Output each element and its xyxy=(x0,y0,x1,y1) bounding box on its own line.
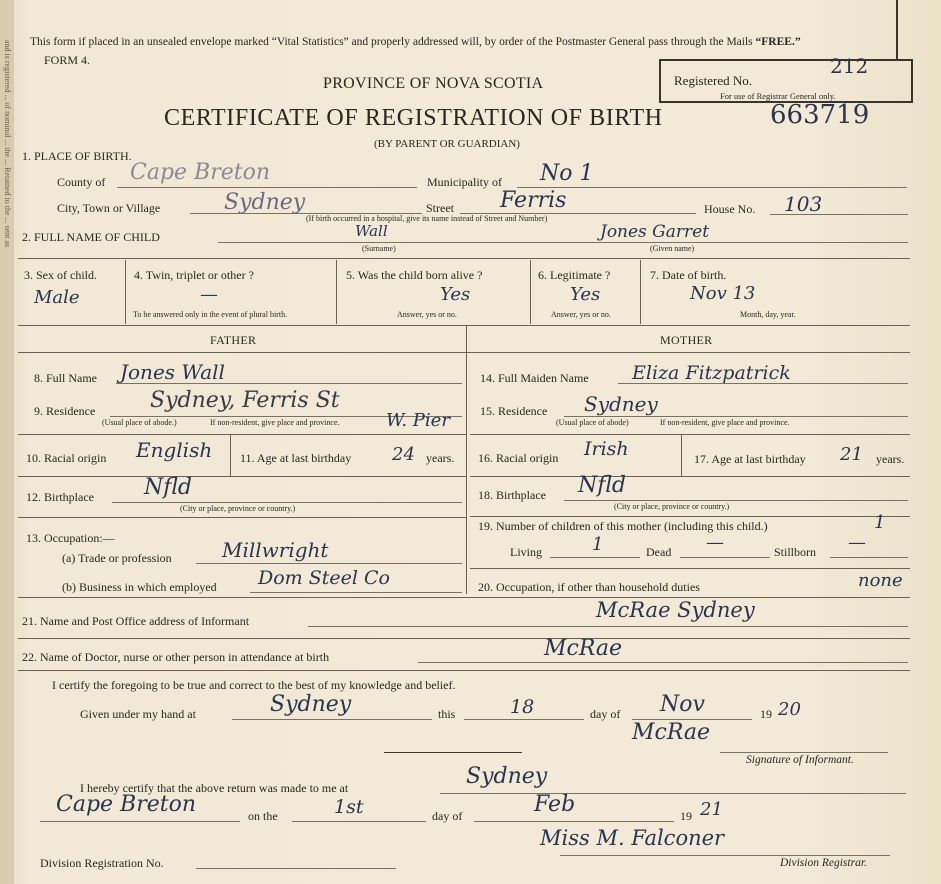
separator-line xyxy=(384,752,522,753)
given-under-label: Given under my hand at xyxy=(80,707,196,721)
right-edge-mark xyxy=(896,0,898,60)
twin-label: 4. Twin, triplet or other ? xyxy=(134,268,254,282)
father-trade-line xyxy=(196,563,462,564)
alive-label: 5. Was the child born alive ? xyxy=(346,268,483,282)
registrar-year-prefix: 19 xyxy=(680,809,692,823)
alive-note: Answer, yes or no. xyxy=(397,310,457,319)
row3-top-border xyxy=(18,258,910,259)
dead-value: — xyxy=(706,532,724,553)
mother-residence-label: 15. Residence xyxy=(480,404,548,418)
mother-birthplace-note: (City or place, province or country.) xyxy=(614,502,730,511)
child-surname: Wall xyxy=(355,222,388,240)
given-caption: (Given name) xyxy=(650,244,695,253)
father-racial-value: English xyxy=(136,438,213,462)
alive-value: Yes xyxy=(440,284,471,305)
mother-children-value: 1 xyxy=(874,512,886,533)
informant-signature-caption: Signature of Informant. xyxy=(746,754,854,766)
living-value: 1 xyxy=(592,534,604,555)
county-line xyxy=(117,187,417,188)
mother-birthplace-line xyxy=(564,500,908,501)
father-age-value: 24 xyxy=(392,444,415,465)
father-row-border-3 xyxy=(18,517,466,518)
mother-age-unit: years. xyxy=(876,452,905,466)
house-value: 103 xyxy=(784,192,823,216)
child-name-line xyxy=(218,242,908,243)
informant-signature: McRae xyxy=(632,720,711,745)
mother-occupation-value: none xyxy=(858,570,903,591)
stillborn-label: Stillborn xyxy=(774,545,817,559)
father-name-value: Jones Wall xyxy=(120,360,225,384)
registrar-county-value: Cape Breton xyxy=(56,792,197,817)
legitimate-label: 6. Legitimate ? xyxy=(538,268,611,282)
mother-age-label: 17. Age at last birthday xyxy=(694,452,806,466)
mother-row-border-4 xyxy=(470,568,910,569)
page-edge xyxy=(0,0,14,884)
edge-text: and is registered ... of nominal ... the ... Retained to the ... sent as xyxy=(3,40,12,248)
father-age-label: 11. Age at last birthday xyxy=(240,451,352,465)
doctor-top-border xyxy=(18,638,910,639)
father-row-border-1 xyxy=(18,434,466,435)
father-residence-note1: (Usual place of abode.) xyxy=(102,418,177,427)
father-name-label: 8. Full Name xyxy=(34,371,97,385)
certify-statement: I certify the foregoing to be true and correct to the best of my knowledge and belief. xyxy=(52,678,456,692)
certificate-subtitle: (BY PARENT OR GUARDIAN) xyxy=(374,138,520,150)
father-birthplace-line xyxy=(112,502,462,503)
mother-maiden-value: Eliza Fitzpatrick xyxy=(632,362,791,384)
father-birthplace-label: 12. Birthplace xyxy=(26,490,94,504)
certify-top-border xyxy=(18,670,910,671)
father-age-unit: years. xyxy=(426,451,455,465)
living-line xyxy=(550,557,640,558)
street-label: Street xyxy=(426,201,454,215)
parents-center-divider xyxy=(466,326,467,594)
registrar-day-line xyxy=(292,821,426,822)
certify-year-value: 20 xyxy=(778,699,801,720)
mother-maiden-label: 14. Full Maiden Name xyxy=(480,371,589,385)
twin-note: To be answered only in the event of plural birth. xyxy=(133,310,288,319)
registered-label: Registered No. xyxy=(674,73,752,88)
legitimate-value: Yes xyxy=(570,284,601,305)
certify-month-value: Nov xyxy=(660,692,705,717)
municipality-line xyxy=(517,187,907,188)
city-value: Sydney xyxy=(224,190,306,215)
dead-label: Dead xyxy=(646,545,672,559)
row3-bottom-border xyxy=(18,325,910,326)
registrar-dayof-label: day of xyxy=(432,809,463,823)
registered-note: For use of Registrar General only. xyxy=(720,91,836,101)
father-trade-label: (a) Trade or profession xyxy=(62,551,172,565)
stillborn-value: — xyxy=(848,532,866,553)
father-residence-value: Sydney, Ferris St xyxy=(150,388,340,413)
mother-birthplace-label: 18. Birthplace xyxy=(478,488,546,502)
stillborn-line xyxy=(830,557,908,558)
parents-header-border xyxy=(18,352,910,353)
mother-occupation-label: 20. Occupation, if other than household duties xyxy=(478,580,700,594)
informant-line xyxy=(308,626,908,627)
father-occupation-label: 13. Occupation:— xyxy=(26,531,115,545)
father-row-border-2 xyxy=(18,476,466,477)
registrar-statement: I hereby certify that the above return was made to me at xyxy=(80,781,349,795)
sex-value: Male xyxy=(34,287,80,308)
municipality-label: Municipality of xyxy=(427,175,502,189)
mother-residence-line xyxy=(564,416,908,417)
legitimate-note: Answer, yes or no. xyxy=(551,310,611,319)
father-business-line xyxy=(250,592,462,593)
registrar-month-line xyxy=(474,821,674,822)
father-heading: FATHER xyxy=(210,333,257,347)
father-business-label: (b) Business in which employed xyxy=(62,580,217,594)
row3-divider-2 xyxy=(336,260,337,324)
doctor-label: 22. Name of Doctor, nurse or other person in attendance at birth xyxy=(22,650,330,664)
registrar-caption: Division Registrar. xyxy=(780,857,867,869)
registrar-signature: Miss M. Falconer xyxy=(540,826,725,850)
province-heading: PROVINCE OF NOVA SCOTIA xyxy=(323,75,544,92)
dead-line xyxy=(680,557,770,558)
certificate-number: 663719 xyxy=(770,100,870,130)
twin-value: — xyxy=(200,284,218,305)
row3-divider-4 xyxy=(640,260,641,324)
postal-notice: This form if placed in an unsealed envelope marked “Vital Statistics” and properly addressed will, by order of the Postmaster General pass through the Mails “FREE.” xyxy=(30,36,801,48)
doctor-line xyxy=(418,662,908,663)
surname-caption: (Surname) xyxy=(362,244,396,253)
county-value: Cape Breton xyxy=(130,160,271,185)
municipality-value: No 1 xyxy=(540,161,594,186)
street-value: Ferris xyxy=(500,188,567,213)
this-label: this xyxy=(438,707,456,721)
father-trade-value: Millwright xyxy=(222,538,329,562)
mother-row-border-2 xyxy=(470,476,910,477)
mother-racial-divider xyxy=(681,434,682,476)
certify-year-prefix: 19 xyxy=(760,707,772,721)
birth-date-label: 7. Date of birth. xyxy=(650,268,727,282)
mother-row-border-1 xyxy=(470,434,910,435)
birth-date-note: Month, day, year. xyxy=(740,310,796,319)
informant-top-border xyxy=(18,597,910,598)
sex-label: 3. Sex of child. xyxy=(24,268,97,282)
father-birthplace-value: Nfld xyxy=(144,475,193,500)
given-place-value: Sydney xyxy=(270,692,352,717)
county-label: County of xyxy=(57,175,106,189)
division-registration-label: Division Registration No. xyxy=(40,856,164,870)
mother-racial-value: Irish xyxy=(584,438,629,460)
child-given-name: Jones Garret xyxy=(600,222,710,242)
certificate-title: CERTIFICATE OF REGISTRATION OF BIRTH xyxy=(164,105,663,131)
mother-children-label: 19. Number of children of this mother (including this child.) xyxy=(478,519,768,533)
mother-age-value: 21 xyxy=(840,444,863,465)
registrar-place-line xyxy=(440,793,906,794)
dayof-label: day of xyxy=(590,707,621,721)
registrar-place-value: Sydney xyxy=(466,764,548,789)
mother-birthplace-value: Nfld xyxy=(578,473,627,498)
registrar-county-line xyxy=(40,821,240,822)
living-label: Living xyxy=(510,545,542,559)
on-the-label: on the xyxy=(248,809,278,823)
mother-residence-note1: (Usual place of abode) xyxy=(556,418,629,427)
registrar-day-value: 1st xyxy=(334,796,364,818)
informant-value: McRae Sydney xyxy=(596,598,755,622)
registered-value: 212 xyxy=(830,54,869,78)
place-of-birth-heading: 1. PLACE OF BIRTH. xyxy=(22,149,132,163)
father-business-value: Dom Steel Co xyxy=(258,567,390,589)
division-registration-line xyxy=(196,868,396,869)
mother-heading: MOTHER xyxy=(660,333,713,347)
birth-date-value: Nov 13 xyxy=(690,283,756,304)
house-label: House No. xyxy=(704,202,756,216)
mother-residence-value: Sydney xyxy=(584,392,658,416)
mother-row-border-3 xyxy=(470,516,910,517)
certify-day-value: 18 xyxy=(510,696,535,718)
row3-divider-3 xyxy=(530,260,531,324)
city-label: City, Town or Village xyxy=(57,201,161,215)
given-place-line xyxy=(232,719,432,720)
mother-residence-note2: If non-resident, give place and province. xyxy=(660,418,790,427)
father-racial-label: 10. Racial origin xyxy=(26,451,107,465)
registrar-year-value: 21 xyxy=(700,799,723,820)
father-residence-value2: W. Pier xyxy=(386,410,450,431)
hospital-note: (If birth occurred in a hospital, give its name instead of Street and Number) xyxy=(306,214,548,223)
father-birthplace-note: (City or place, province or country.) xyxy=(180,504,296,513)
child-name-heading: 2. FULL NAME OF CHILD xyxy=(22,230,160,244)
doctor-value: McRae xyxy=(544,636,623,661)
father-racial-divider xyxy=(230,434,231,476)
registrar-month-value: Feb xyxy=(534,792,576,817)
informant-label: 21. Name and Post Office address of Informant xyxy=(22,614,250,628)
mother-racial-label: 16. Racial origin xyxy=(478,451,559,465)
form-number: FORM 4. xyxy=(44,53,91,67)
row3-divider-1 xyxy=(125,260,126,324)
day-line xyxy=(464,719,584,720)
father-residence-label: 9. Residence xyxy=(34,404,96,418)
father-residence-note2: If non-resident, give place and province. xyxy=(210,418,340,427)
